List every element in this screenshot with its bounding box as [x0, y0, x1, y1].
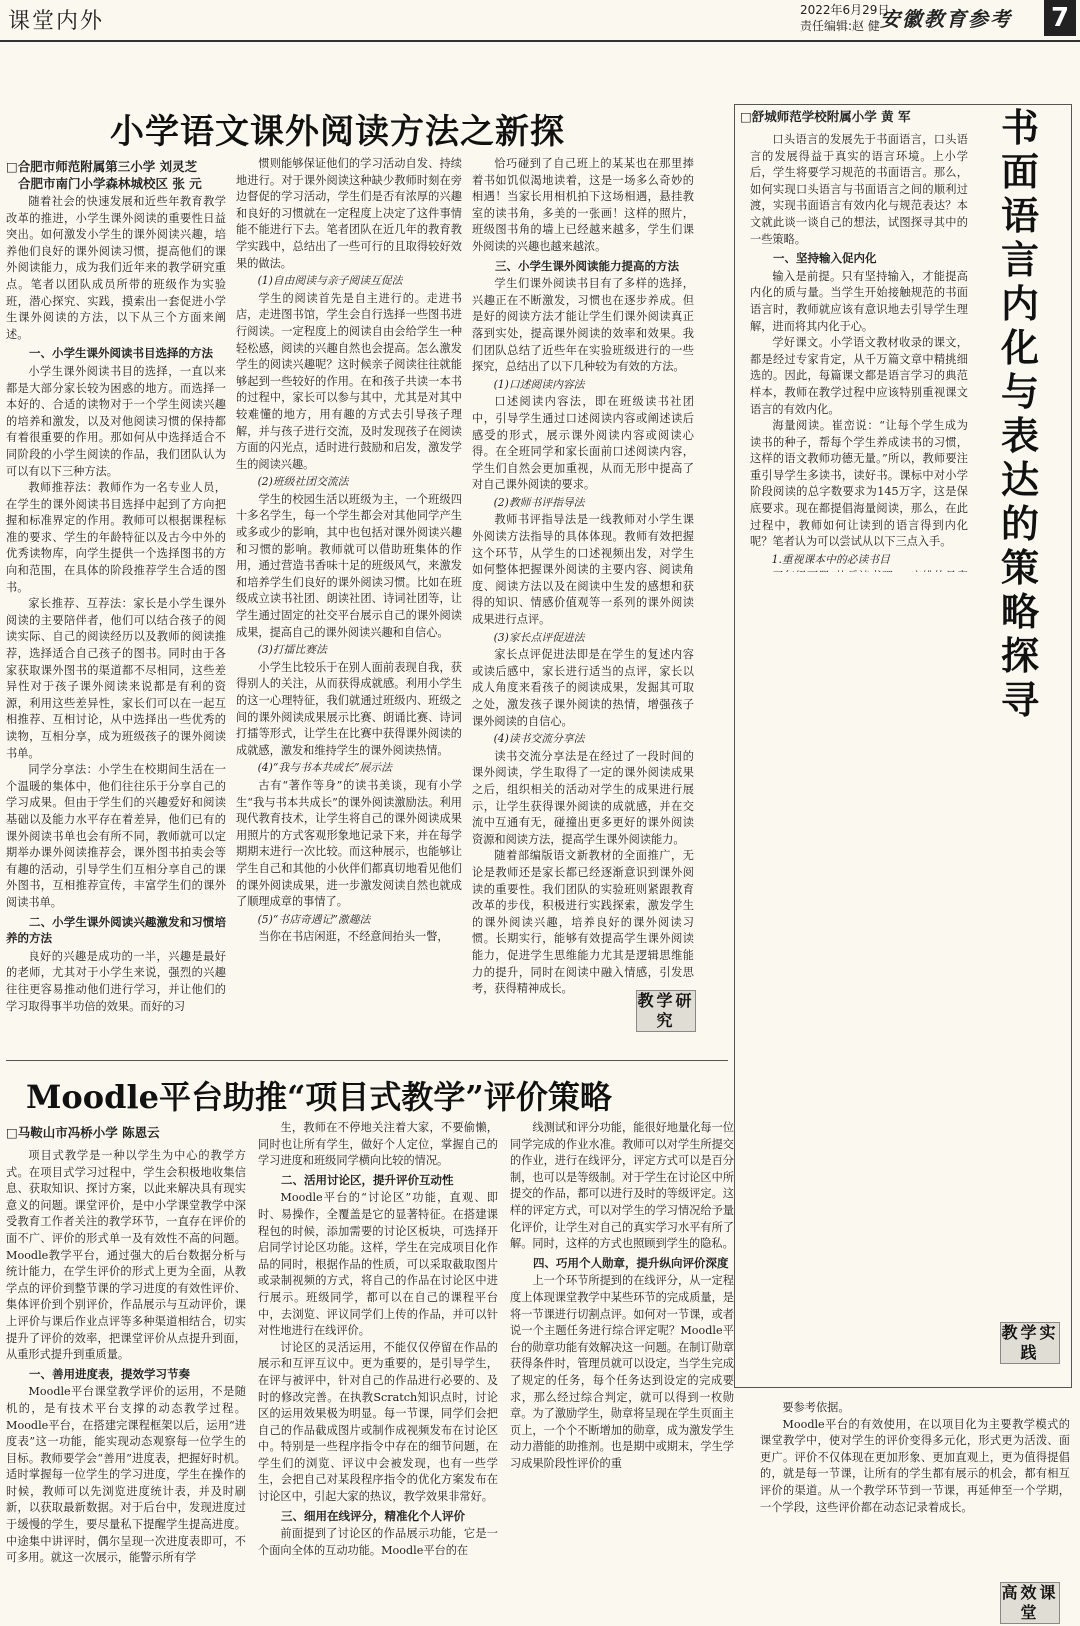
paragraph: 古有“著作等身”的读书美谈，现有小学生“我与书本共成长”的课外阅读激励法。利用现代教育技术，让学生将自己的课外阅读成果用照片的方式客观形象地记录下来，并在每学期期末进行一次比较。而这种展示，也能够让学生自己和其他的小伙伴们都真切地看见他们的课外阅读成果，进一步激发阅读自然也就成了顺理成章的事情了。 — [236, 778, 462, 909]
paragraph: 随着部编版语文新教材的全面推广，无论是教师还是家长都已经逐渐意识到课外阅读的重要性。我们团队的实验班则紧跟教育改革的步伐，积极进行实践探索，激发学生的课外阅读兴趣，培养良好的课外阅读习惯。长期实行，能够有效提高学生课外阅读能力，促进学生思维能力尤其是逻辑思维能力的提升，同时在阅读中融入情感，引发思考，获得精神成长。 — [472, 849, 694, 996]
article-title-language: 书面语言内化与表达的策略探寻 — [1000, 105, 1039, 722]
paragraph: 输入是前提。只有坚持输入，才能提高内化的质与量。当学生开始接触规范的书面语言时，教师就应该有意识地去引导学生理解，进而将其内化于心。 — [750, 269, 968, 333]
paragraph: 海量阅读。崔峦说：“让每个学生成为读书的种子，帮每个学生养成读书的习惯，这样的语文教师功德无量。”所以，教师要注重引导学生多读书，读好书。课标中对小学阶段阅读的总字数要求为145万字，这是保底要求。现在都提倡海量阅读，那么，在此过程中，教师如何让读到的语言得到内化呢？笔者认为可以尝试从以下三点入手。 — [750, 419, 968, 549]
section-heading: 二、活用讨论区，提升评价互动性 — [281, 1172, 454, 1187]
subsection-heading: (3)家长点评促进法 — [493, 630, 585, 644]
byline-author-1: □合肥市师范附属第三小学 刘灵芝 — [6, 159, 198, 174]
section-heading: 三、小学生课外阅读能力提高的方法 — [495, 258, 679, 273]
paragraph: 要参考依据。 — [782, 1401, 850, 1414]
article-title-reading: 小学语文课外阅读方法之新探 — [110, 112, 565, 152]
article-column — [258, 1120, 498, 1624]
page-number: 7 — [1044, 0, 1076, 36]
article-column — [236, 156, 462, 1036]
paragraph: 恰巧碰到了自己班上的某某也在那里捧着书如饥似渴地读着，这是一场多么奇妙的相遇！当家长用相机拍下这场相遇，悬挂教室的读书角，多美的一张画！这样的照片，班级图书角的墙上已经越来越多，学生们课外阅读的兴趣也越来越浓。 — [472, 157, 694, 253]
paragraph: 读书交流分享法是在经过了一段时间的课外阅读，学生取得了一定的课外阅读成果之后，组织相关的活动对学生的成果进行展示，让学生获得课外阅读的成就感，并在交流中互通有无，碰撞出更多更好的课外阅读资源和阅读方法，提高学生课外阅读能力。 — [472, 749, 694, 846]
section-stamp-practice: 教学实践 — [1001, 1323, 1059, 1362]
section-heading: 一、小学生课外阅读书目选择的方法 — [29, 346, 213, 361]
paragraph: 同学分享法：小学生在校期间生活在一个温暖的集体中，他们往往乐于分享自己的学习成果。但由于学生们的兴趣爱好和阅读基础以及能力水平存在着差异，他们已有的课外阅读书单也会有所不同，教师就可以定期举办课外阅读推荐会，课外图书拍卖会等有趣的活动，引导学生们互相分享自己的课外图书，互相推荐宣传，丰富学生们的课外阅读书单。 — [6, 763, 226, 909]
paragraph: 前面提到了讨论区的作品展示功能，它是一个面向全体的互动功能。Moodle平台的在 — [258, 1527, 498, 1557]
subsection-heading: (1)自由阅读与亲子阅读互促法 — [257, 274, 403, 288]
paragraph: 家长点评促进法即是在学生的复述内容或读后感中，家长进行适当的点评，家长以成人角度来看孩子的阅读成果，发掘其可取之处，激发孩子课外阅读的热情，增强孩子课外阅读的自信心。 — [472, 648, 694, 728]
section-name: 课堂内外 — [8, 9, 105, 34]
subsection-heading: (5)“书店奇遇记”激趣法 — [257, 912, 371, 926]
issue-date: 2022年6月29日 — [800, 3, 890, 17]
newspaper-logo: 安徽教育参考 — [880, 7, 1012, 31]
paragraph: 小学生比较乐于在别人面前表现自我，获得别人的关注，从而获得成就感。利用小学生的这一心理特征，我们就通过班级内、班级之间的课外阅读成果展示比赛、朗诵比赛、诗词打擂等形式，让学生在比赛中获得课外阅读的成就感，激发和维持学生的课外阅读热情。 — [236, 660, 462, 757]
paragraph: Moodle平台课堂教学评价的运用，不是随机的，是有技术平台支撑的动态教学过程。Moodle平台，在搭建完课程框架以后，运用“进度表”这一功能，能实现动态观察每一位学生的目标。教师要学会“善用”进度表，把握好时机。适时掌握每一位学生的学习进度，学生在操作的时候，教师可以先浏览进度统计表，并及时刷新，以获取最新数据。对于后台中，发现进度过于缓慢的学生，要尽量私下提醒学生提高进度。中途集中讲评时，偶尔呈现一次进度表即可，不可多用。就这一次展示，能警示所有学 — [6, 1385, 246, 1565]
paragraph: 教师书评指导法是一线教师对小学生课外阅读方法指导的具体体现。教师有效把握这个环节，从学生的口述视频出发，对学生如何整体把握课外阅读的主要内容、阅读角度、阅读方法以及在阅读中生发的感想和获得的知识、情感价值观等一系列的课外阅读成果进行点评。 — [472, 513, 694, 627]
section-heading: 一、坚持输入促内化 — [773, 251, 877, 266]
paragraph: 口头语言的发展先于书面语言，口头语言的发展得益于真实的语言环境。上小学后，学生将要学习规范的书面语言。那么，如何实现口头语言与书面语言之间的顺利过渡，实现书面语言有效内化与规范表达？本文就此谈一谈自己的想法，试图探寻其中的一些策略。 — [750, 133, 968, 246]
paragraph: Moodle平台的“讨论区”功能，直观、即时、易操作，全覆盖是它的显著特征。在搭建课程包的时候，添加需要的讨论区板块，可选择开启同学讨论区功能。这样，学生在完成项目化作品的同时，根据作品的性质，可以采取截取图片或录制视频的方式，将自己的作品在讨论区中进行展示。班级同学，都可以在自己的课程平台中，去浏览、评议同学们上传的作品，并可以针对性地进行在线评价。 — [258, 1191, 498, 1338]
subsection-heading: 1.重视课本中的必读书目 — [771, 552, 890, 566]
article-byline-reading — [6, 158, 202, 192]
article-column — [510, 1120, 734, 1624]
paragraph: 讨论区的灵活运用，不能仅仅停留在作品的展示和互评互议中。更为重要的，是引导学生，在评与被评中，针对自己的作品进行必要的、及时的修改完善。在执教Scratch知识点时，讨论区的运用效果极为明显。每一节课，同学们会把自己的作品截成图片或制作成视频发布在讨论区中。特别是一些程序指令中存在的细节问题，在学生们的浏览、评议中会被发现，也有一些学生，会把自己对某段程序指令的优化方案发布在讨论区中，引起大家的热议，教学效果非常好。 — [258, 1340, 498, 1504]
article-column — [6, 194, 226, 1034]
byline-author-2: 合肥市南门小学森林城校区 张 元 — [18, 176, 202, 191]
paragraph: 惯则能够保证他们的学习活动自发、持续地进行。对于课外阅读这种缺少教师时刻在旁边督促的学习活动，学生们是否有浓厚的兴趣和良好的习惯就在一定程度上决定了这件事情能不能进行下去。笔者团队在近几年的教育教学实践中，总结出了一些可行的且取得较好效果的做法。 — [236, 157, 462, 270]
paragraph: 项目式教学是一种以学生为中心的教学方式。在项目式学习过程中，学生会积极地收集信息、获取知识、探讨方案，以此来解决具有现实意义的问题。课堂评价，是中小学课堂教学中深受教育工作者关注的教学环节，一直存在评价的面不广、评价的形式单一及有效性不高的问题。Moodle教学平台，通过强大的后台数据分析与统计能力，在学生评价的形式上更为全面，从教学点的评价到整节课的学习进度的有效性评价、集体评价到个别评价，作品展示与互动评价，课上评价与课后作业点评等多种渠道相结合，切实提升了评价的效率，把课堂评价从点提升到面，从重形式提升到重质量。 — [6, 1149, 246, 1362]
paragraph: 学生们课外阅读书目有了多样的选择，兴趣正在不断激发，习惯也在逐步养成。但是好的阅读方法才能让学生们课外阅读真正落到实处，提高课外阅读的效率和效果。我们团队总结了近些年在实验班级进行的一些探究，总结出了以下几种较为有效的方法。 — [472, 277, 694, 374]
article-title-moodle: Moodle平台助推“项目式教学”评价策略 — [26, 1078, 612, 1116]
paragraph: 生，教师在不停地关注着大家，不要偷懒，同时也让所有学生，做好个人定位，掌握自己的学习进度和班级同学横向比较的情况。 — [258, 1121, 498, 1168]
subsection-heading: (4)读书交流分享法 — [493, 732, 585, 746]
paragraph: 教师推荐法：教师作为一名专业人员，在学生的课外阅读书目选择中起到了方向把握和标准界定的作用。教师可以根据课程标准的要求、学生的年龄特征以及古今中外的优秀读物库，向学生提供一个选择图书的方向和范围，在具体的阶段推荐学生合适的图书。 — [6, 481, 226, 594]
subsection-heading: (1)口述阅读内容法 — [493, 377, 585, 391]
article-column — [750, 132, 968, 572]
paragraph: 随着社会的快速发展和近些年教育教学改革的推进，小学生课外阅读的重要性日益突出。如何激发小学生的课外阅读兴趣，培养他们良好的课外阅读习惯，提高他们的课外阅读能力，成为我们近年来的教学研究重点。笔者以团队成员所带的班级作为实验班，潜心探究、实践，摸索出一套促进小学生课外阅读的方法，以下从三个方面来阐述。 — [6, 195, 226, 341]
section-heading: 二、小学生课外阅读兴趣激发和习惯培养的方法 — [6, 914, 226, 946]
paragraph: 家长推荐、互荐法：家长是小学生课外阅读的主要陪伴者，他们可以结合孩子的阅读实际、自己的阅读经历以及教师的阅读推荐，选择适合自己孩子的图书。同时由于各家获取课外图书的渠道都不尽相同，这些差异性对于孩子课外阅读来说都是有利的资源，利用这些差异性，家长们可以在一起互相推荐、互相讨论，从中选择出一些优秀的读物，互相分享，成为班级孩子的课外阅读书单。 — [6, 597, 226, 760]
article-column — [472, 156, 694, 1036]
paragraph: Moodle平台的有效使用，在以项目化为主要教学模式的课堂教学中，使对学生的评价变得多元化，形式更为活泼、面更广。评价不仅体现在更加形象、更加直观上，更为值得提倡的，就是每一节课，让所有的学生都有展示的机会，都有相互评价的渠道。从一个教学环节到一节课，再延伸至一个学期，一个学段，这些评价都在动态记录着成长。 — [760, 1417, 1070, 1514]
section-heading: 一、善用进度表，提效学习节奏 — [29, 1366, 190, 1381]
paragraph — [750, 569, 968, 572]
paragraph: 学生的校园生活以班级为主，一个班级四十多名学生，每一个学生都会对其他同学产生或多或少的影响，其中也包括对课外阅读兴趣和习惯的影响。教师就可以借助班集体的作用，通过营造书香味十足的班级风气，来激发和培养学生们良好的课外阅读习惯。比如在班级成立读书社团、朗读社团、诗词社团等，让学生通过固定的社交平台展示自己的课外阅读成果，提高自己的课外阅读兴趣和自信心。 — [236, 492, 462, 639]
section-stamp-research: 教学研究 — [637, 991, 695, 1030]
header-meta — [800, 2, 889, 34]
page-header — [0, 0, 1080, 42]
section-heading: 四、巧用个人勋章，提升纵向评价深度 — [533, 1255, 729, 1270]
paragraph: 学好课文。小学语文教材收录的课文，都是经过专家肯定，从千万篇文章中精挑细选的。因此，每篇课文都是语言学习的典范样本，教师在教学过程中应该特别重视课文语言的有效内化。 — [750, 336, 968, 416]
article-byline-moodle: □马鞍山市冯桥小学 陈恩云 — [6, 1125, 160, 1140]
paragraph: 上一个环节所提到的在线评分，从一定程度上体现课堂教学中某些环节的完成质量，是将一节课进行切割点评。如何对一节课，或者说一个主题任务进行综合评定呢？Moodle平台的勋章功能有效解决这一问题。在制订勋章获得条件时，管理员就可以设定，当学生完成了规定的任务，每个任务达到设定的完成要求，那么经过综合判定，就可以得到一枚勋章。为了激励学生，勋章将呈现在学生页面主页上，一个个不断增加的勋章，成为激发学生动力潜能的助推剂。也是期中或期末，学生学习成果阶段性评价的重 — [510, 1274, 734, 1470]
subsection-heading: (4)“我与书本共成长”展示法 — [257, 761, 392, 775]
section-heading: 三、细用在线评分，精准化个人评价 — [281, 1508, 465, 1523]
subsection-heading: (3)打擂比赛法 — [257, 643, 327, 657]
divider — [6, 1060, 728, 1061]
paragraph: 线测试和评分功能，能很好地量化每一位同学完成的作业水准。教师可以对学生所提交的作业，进行在线评分，评定方式可以是百分制，也可以是等级制。对于学生在讨论区中所提交的作品，都可以进行及时的等级评定。这样的评定方式，可以对学生的学习情况给予量化评价，让学生对自己的真实学习水平有所了解。同时，这样的方式也照顾到学生的隐私。 — [510, 1121, 734, 1251]
subsection-heading: (2)班级社团交流法 — [257, 475, 349, 489]
paragraph: 当你在书店闲逛，不经意间抬头一瞥， — [258, 930, 449, 944]
editor-credit: 责任编辑:赵 健 — [800, 19, 880, 33]
paragraph: 良好的兴趣是成功的一半，兴趣是最好的老师，尤其对于小学生来说，强烈的兴趣往往更容易推动他们进行学习，并让他们的学习取得事半功倍的效果。而好的习 — [6, 949, 226, 1013]
section-stamp-classroom: 高效课堂 — [1001, 1583, 1059, 1622]
paragraph: 口述阅读内容法，即在班级读书社团中，引导学生通过口述阅读内容或阐述读后感受的形式，展示课外阅读内容或阅读心得。在全班同学和家长面前口述阅读内容，学生们自然会更加重视，从而无形中提高了对自己课外阅读的要求。 — [472, 395, 694, 492]
subsection-heading: (2)教师书评指导法 — [493, 495, 585, 509]
article-column — [6, 1148, 246, 1624]
paragraph: 学生的阅读首先是自主进行的。走进书店，走进图书馆，学生会自行选择一些图书进行阅读。一定程度上的阅读自由会给学生一种轻松感，阅读的兴趣自然也会提高。怎么激发学生的阅读兴趣呢？这时候亲子阅读往往就能够起到一些较好的作用。在和孩子共读一本书的过程中，家长可以参与其中，尤其是对其中较难懂的地方，用有趣的方式去引导孩子理解，并与孩子进行交流，及时发现孩子在阅读方面的闪光点，适时进行鼓励和启发，激发学生的阅读兴趣。 — [236, 291, 462, 471]
article-byline-language: □舒城师范学校附属小学 黄 军 — [740, 109, 911, 124]
paragraph: 小学生课外阅读书目的选择，一直以来都是大部分家长较为困惑的地方。而选择一本好的、合适的读物对于一个学生阅读兴趣的培养和激发，以及对他阅读习惯的保持都有着很重要的作用。那如何从中选择适合不同阶段的小学生阅读的作品，我们团队认为可以有以下三种方法。 — [6, 364, 226, 478]
